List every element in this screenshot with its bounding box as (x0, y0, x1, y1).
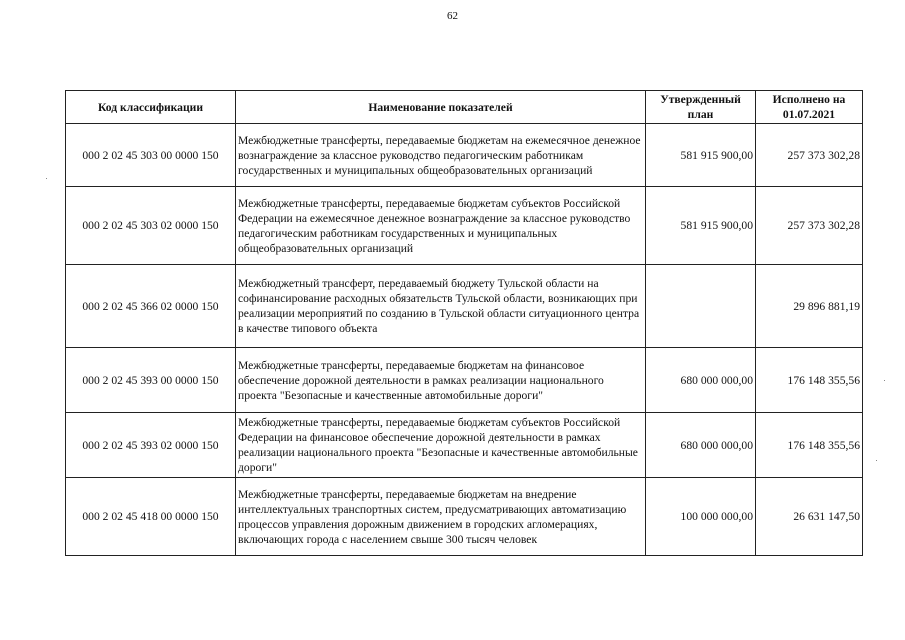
cell-name: Межбюджетные трансферты, передаваемые бюджетам на ежемесячное денежное вознаграждение за классное руководство педагогическим работникам государственных и муниципальных общеобразовательных организаций (236, 124, 646, 187)
cell-code: 000 2 02 45 393 02 0000 150 (66, 413, 236, 478)
cell-done: 176 148 355,56 (756, 348, 863, 413)
cell-done: 257 373 302,28 (756, 187, 863, 265)
header-code: Код классификации (66, 91, 236, 124)
header-plan: Утвержденный план (646, 91, 756, 124)
cell-done: 257 373 302,28 (756, 124, 863, 187)
scan-speck (884, 380, 885, 381)
cell-name: Межбюджетные трансферты, передаваемые бюджетам субъектов Российской Федерации на финансовое обеспечение дорожной деятельности в рамках реализации национального проекта "Безопасные и качественные автомобильные дороги" (236, 413, 646, 478)
scan-speck (876, 460, 877, 461)
cell-name: Межбюджетный трансферт, передаваемый бюджету Тульской области на софинансирование расходных обязательств Тульской области, возникающих при реализации мероприятий по созданию в Тульской области ситуационного центра в качестве типового объекта (236, 265, 646, 348)
cell-done: 29 896 881,19 (756, 265, 863, 348)
cell-plan: 581 915 900,00 (646, 187, 756, 265)
cell-code: 000 2 02 45 393 00 0000 150 (66, 348, 236, 413)
cell-done: 26 631 147,50 (756, 478, 863, 556)
cell-done: 176 148 355,56 (756, 413, 863, 478)
cell-code: 000 2 02 45 303 02 0000 150 (66, 187, 236, 265)
table-row (66, 413, 863, 478)
cell-plan: 680 000 000,00 (646, 348, 756, 413)
cell-code: 000 2 02 45 303 00 0000 150 (66, 124, 236, 187)
cell-name: Межбюджетные трансферты, передаваемые бюджетам на внедрение интеллектуальных транспортных систем, предусматривающих автоматизацию процессов управления дорожным движением в городских агломерациях, включающих города с населением свыше 300 тысяч человек (236, 478, 646, 556)
cell-code: 000 2 02 45 366 02 0000 150 (66, 265, 236, 348)
cell-name: Межбюджетные трансферты, передаваемые бюджетам на финансовое обеспечение дорожной деятельности в рамках реализации национального проекта "Безопасные и качественные автомобильные дороги" (236, 348, 646, 413)
table-row (66, 187, 863, 265)
table-row (66, 478, 863, 556)
table-row (66, 265, 863, 348)
table-row (66, 348, 863, 413)
cell-plan (646, 265, 756, 348)
scan-speck (46, 178, 47, 179)
budget-table (65, 90, 863, 556)
cell-code: 000 2 02 45 418 00 0000 150 (66, 478, 236, 556)
cell-name: Межбюджетные трансферты, передаваемые бюджетам субъектов Российской Федерации на ежемесячное денежное вознаграждение за классное руководство педагогическим работникам государственных и муниципальных общеобразовательных организаций (236, 187, 646, 265)
table-header-row (66, 91, 863, 124)
table-row (66, 124, 863, 187)
cell-plan: 581 915 900,00 (646, 124, 756, 187)
cell-plan: 100 000 000,00 (646, 478, 756, 556)
cell-plan: 680 000 000,00 (646, 413, 756, 478)
header-name: Наименование показателей (236, 91, 646, 124)
header-done: Исполнено на 01.07.2021 (756, 91, 863, 124)
page-number: 62 (447, 10, 458, 22)
